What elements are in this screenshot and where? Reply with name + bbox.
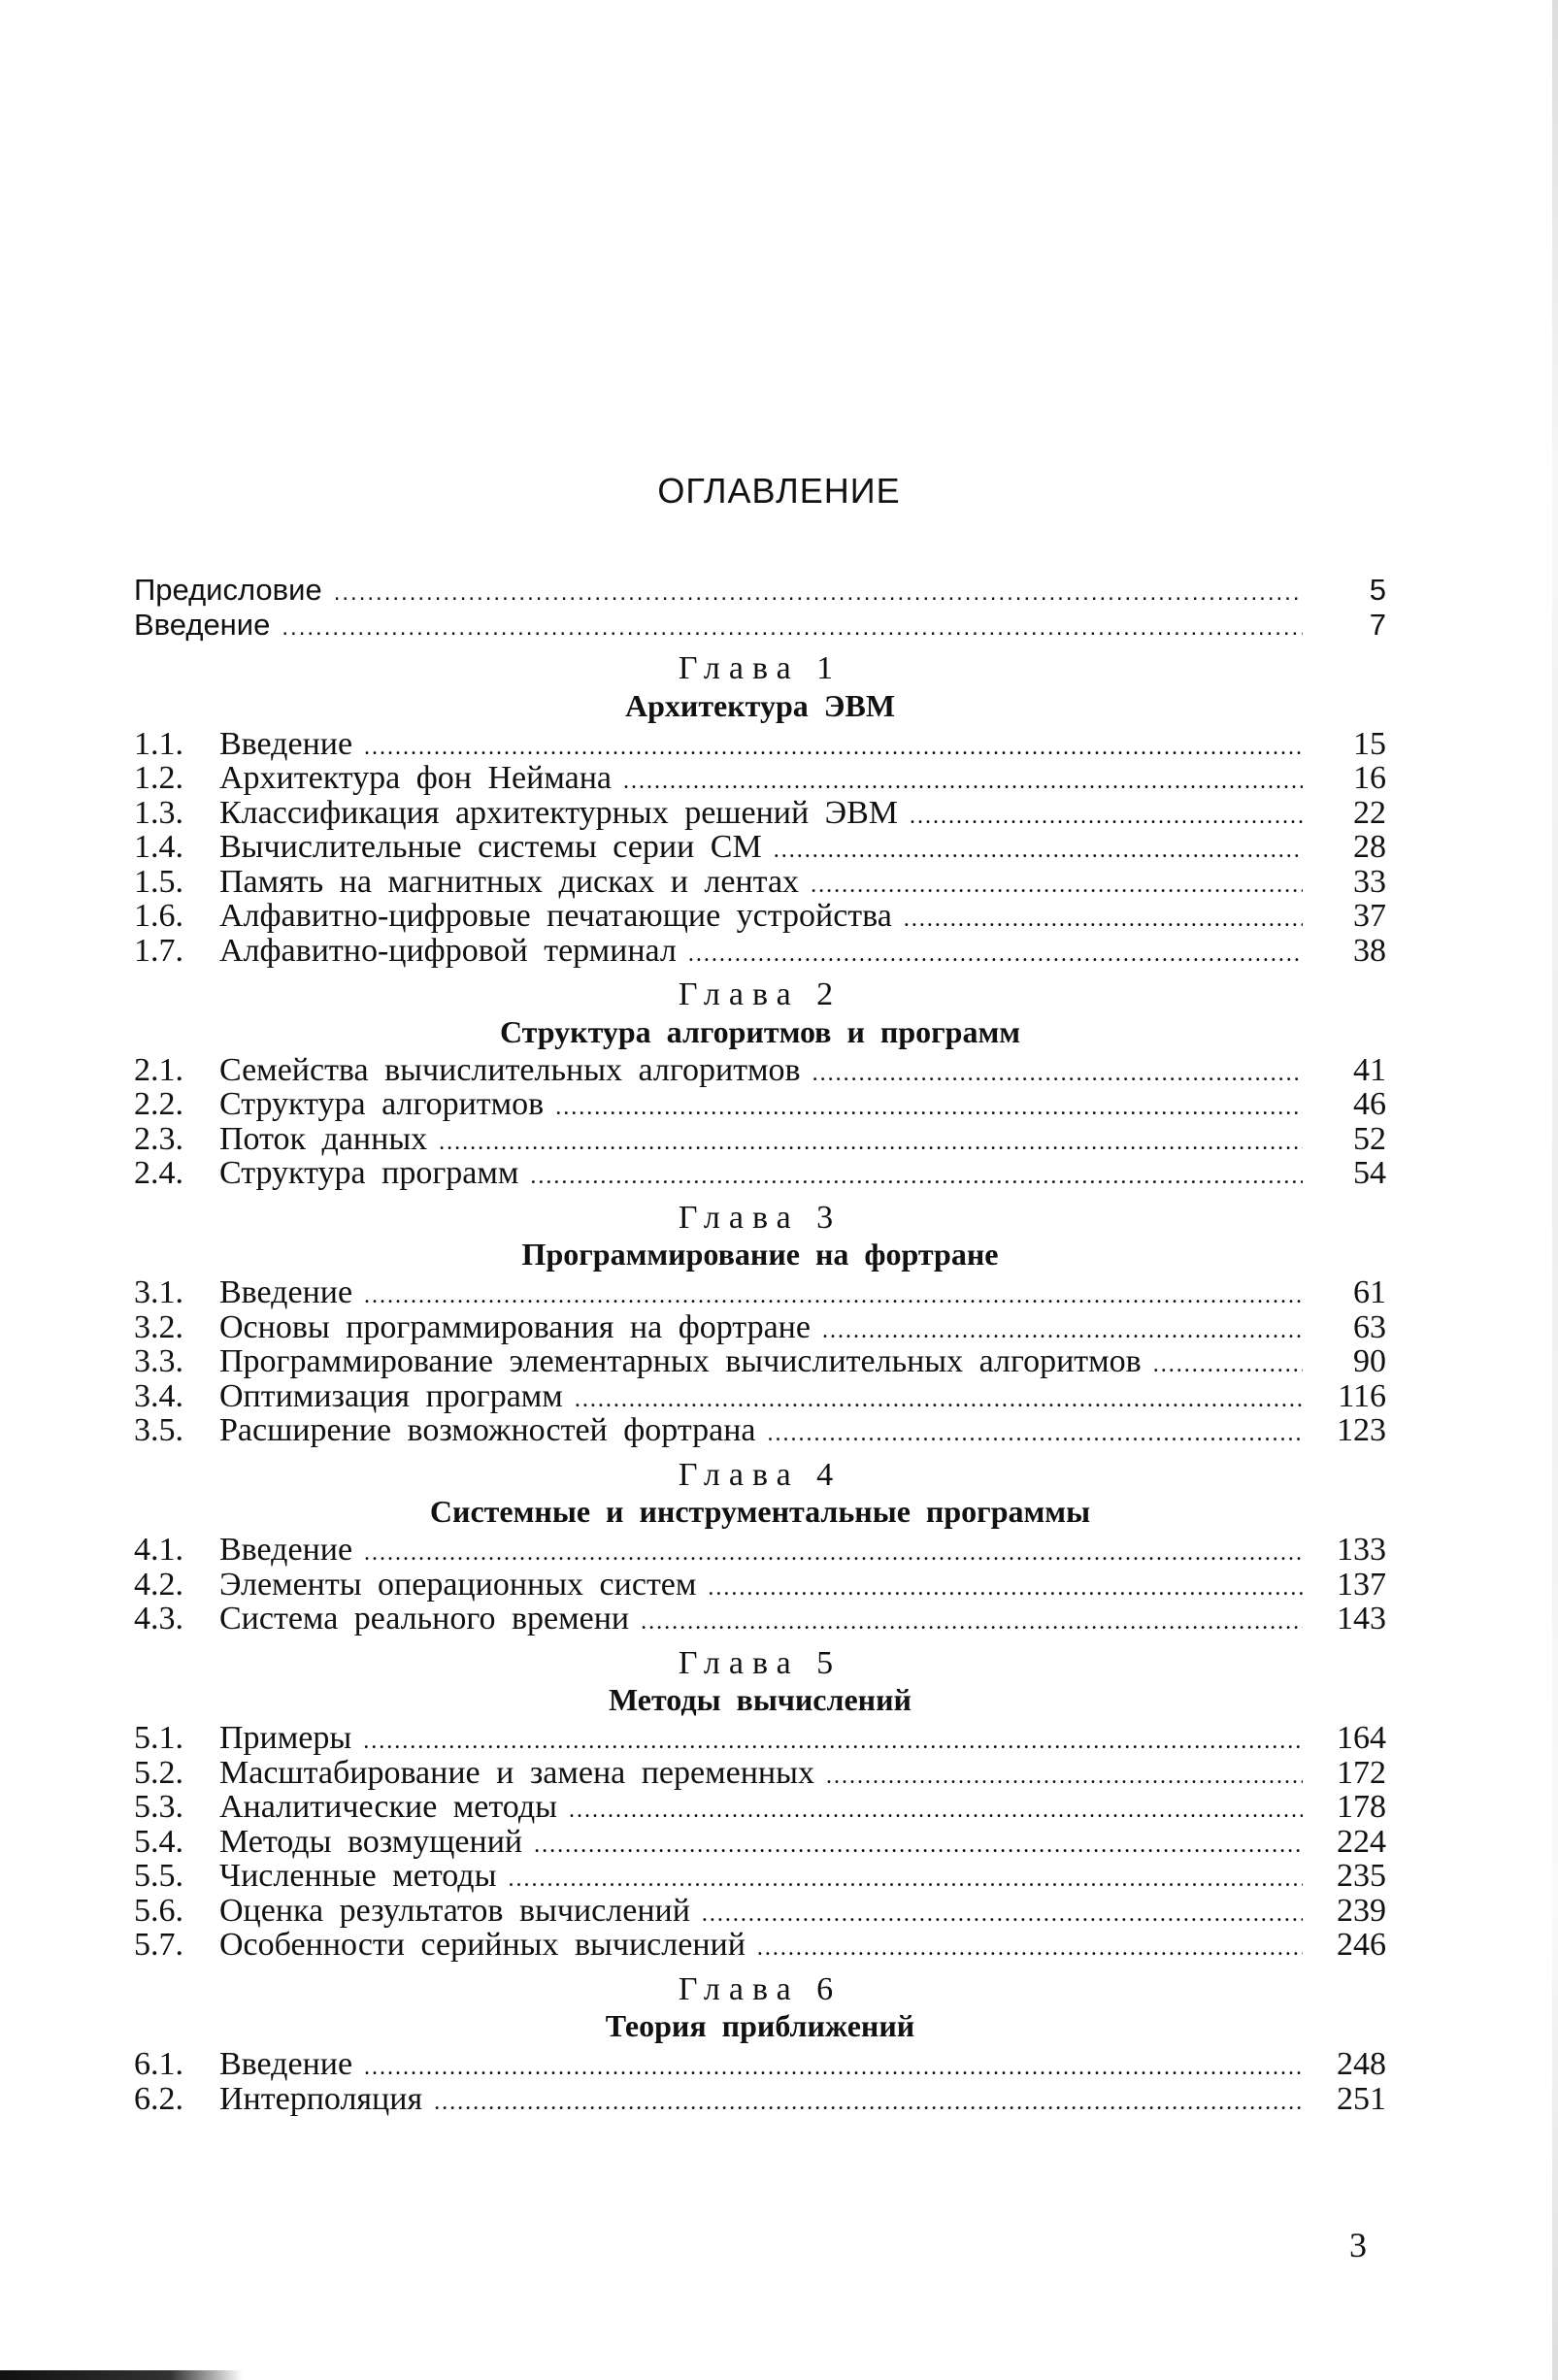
toc-entry-page: 251 bbox=[1337, 2080, 1386, 2117]
toc-entry-number: 4.2. bbox=[134, 1566, 183, 1603]
toc-entry-page: 235 bbox=[1337, 1858, 1386, 1894]
toc-entry-number: 2.3. bbox=[134, 1120, 183, 1157]
toc-entry-label: Структура алгоритмов bbox=[219, 1086, 545, 1122]
toc-entry-page: 90 bbox=[1353, 1343, 1386, 1379]
toc-entry-page: 116 bbox=[1338, 1377, 1386, 1414]
toc-entry bbox=[134, 1533, 1386, 1568]
toc-entry-number: 3.4. bbox=[134, 1377, 183, 1414]
dot-leader bbox=[534, 1829, 1303, 1864]
toc-entry bbox=[134, 865, 1386, 900]
toc-entry bbox=[134, 2082, 1386, 2117]
toc-entry-page: 38 bbox=[1353, 932, 1386, 969]
toc-entry-label: Введение bbox=[219, 725, 353, 762]
page-title: ОГЛАВЛЕНИЕ bbox=[657, 471, 901, 511]
chapter-title: Методы вычислений bbox=[609, 1682, 912, 1717]
toc-entry-page: 137 bbox=[1337, 1566, 1386, 1603]
dot-leader bbox=[569, 1794, 1303, 1829]
toc-entry bbox=[134, 1756, 1386, 1791]
toc-entry bbox=[134, 1122, 1386, 1157]
table-of-contents bbox=[134, 573, 1386, 2116]
toc-entry-label: Классификация архитектурных решений ЭВМ bbox=[219, 794, 899, 831]
toc-entry-label: Интерполяция bbox=[219, 2080, 423, 2117]
dot-leader bbox=[1153, 1348, 1303, 1383]
toc-entry-number: 4.1. bbox=[134, 1532, 183, 1568]
chapter-title: Теория приближений bbox=[605, 2008, 915, 2043]
toc-entry-number: 1.4. bbox=[134, 829, 183, 865]
dot-leader bbox=[910, 800, 1303, 835]
toc-entry-page: 54 bbox=[1353, 1155, 1386, 1191]
toc-entry-label: Память на магнитных дисках и лентах bbox=[219, 863, 800, 900]
toc-entry bbox=[134, 2047, 1386, 2082]
toc-entry bbox=[134, 1568, 1386, 1603]
toc-entry-label: Алфавитно-цифровой терминал bbox=[219, 932, 677, 969]
toc-entry-label: Аналитические методы bbox=[219, 1789, 557, 1825]
toc-entry-label: Предисловие bbox=[134, 573, 322, 607]
chapter-5 bbox=[134, 1646, 1386, 1963]
toc-entry-number: 5.7. bbox=[134, 1927, 183, 1963]
chapter-heading: Глава 4 bbox=[678, 1456, 843, 1493]
toc-entry-label: Основы программирования на фортране bbox=[219, 1308, 811, 1345]
toc-entry-page: 172 bbox=[1337, 1754, 1386, 1791]
toc-entry-label: Введение bbox=[219, 1274, 353, 1310]
toc-entry-label: Элементы операционных систем bbox=[219, 1566, 697, 1603]
chapter-title: Программирование на фортране bbox=[521, 1237, 999, 1272]
chapter-heading: Глава 6 bbox=[678, 1970, 843, 2007]
toc-entry-page: 224 bbox=[1337, 1823, 1386, 1860]
toc-entry-number: 3.2. bbox=[134, 1308, 183, 1345]
toc-entry-page: 7 bbox=[1369, 607, 1386, 642]
toc-entry bbox=[134, 1928, 1386, 1963]
toc-entry bbox=[134, 1602, 1386, 1636]
toc-entry-number: 1.3. bbox=[134, 794, 183, 831]
toc-entry-number: 3.3. bbox=[134, 1343, 183, 1379]
toc-entry bbox=[134, 1379, 1386, 1414]
toc-entry-label: Примеры bbox=[219, 1720, 352, 1756]
toc-entry-number: 6.1. bbox=[134, 2046, 183, 2082]
chapter-heading: Глава 3 bbox=[678, 1199, 843, 1236]
toc-entry-number: 1.2. bbox=[134, 760, 183, 796]
toc-entry-label: Введение bbox=[219, 1532, 353, 1568]
toc-entry-page: 133 bbox=[1337, 1532, 1386, 1568]
toc-entry-label: Архитектура фон Неймана bbox=[219, 760, 612, 796]
chapter-4 bbox=[134, 1458, 1386, 1636]
toc-entry-number: 5.5. bbox=[134, 1858, 183, 1894]
chapter-title: Системные и инструментальные программы bbox=[429, 1494, 1091, 1529]
toc-entry bbox=[134, 1344, 1386, 1379]
toc-entry-label: Особенности серийных вычислений bbox=[219, 1927, 746, 1963]
toc-entry-page: 46 bbox=[1353, 1086, 1386, 1122]
toc-entry-label: Введение bbox=[134, 607, 271, 642]
toc-entry bbox=[134, 1310, 1386, 1345]
dot-leader bbox=[904, 903, 1303, 938]
toc-entry bbox=[134, 899, 1386, 934]
toc-entry-page: 22 bbox=[1353, 794, 1386, 831]
toc-entry-label: Вычислительные системы серии СМ bbox=[219, 829, 762, 865]
toc-entry-page: 16 bbox=[1353, 760, 1386, 796]
dot-leader bbox=[708, 1571, 1303, 1606]
toc-entry-label: Расширение возможностей фортрана bbox=[219, 1412, 756, 1448]
dot-leader bbox=[774, 834, 1303, 869]
toc-entry-number: 3.1. bbox=[134, 1274, 183, 1310]
toc-entry-number: 1.6. bbox=[134, 898, 183, 934]
toc-entry-label: Оценка результатов вычислений bbox=[219, 1892, 690, 1929]
toc-entry-page: 63 bbox=[1353, 1308, 1386, 1345]
toc-entry bbox=[134, 1894, 1386, 1929]
toc-entry-page: 246 bbox=[1337, 1927, 1386, 1963]
dot-leader bbox=[826, 1760, 1303, 1795]
toc-entry-number: 5.2. bbox=[134, 1754, 183, 1791]
toc-entry-number: 6.2. bbox=[134, 2080, 183, 2117]
toc-entry bbox=[134, 1721, 1386, 1756]
dot-leader bbox=[434, 2086, 1303, 2121]
toc-entry-number: 3.5. bbox=[134, 1412, 183, 1448]
toc-entry-number: 5.4. bbox=[134, 1823, 183, 1860]
toc-entry bbox=[134, 830, 1386, 865]
dot-leader bbox=[530, 1160, 1303, 1195]
toc-entry-introduction bbox=[134, 608, 1386, 643]
toc-entry-page: 15 bbox=[1353, 725, 1386, 762]
toc-entry-page: 164 bbox=[1337, 1720, 1386, 1756]
toc-entry-page: 239 bbox=[1337, 1892, 1386, 1929]
dot-leader bbox=[282, 611, 1303, 645]
toc-entry-page: 143 bbox=[1337, 1601, 1386, 1636]
chapter-1 bbox=[134, 651, 1386, 968]
chapter-heading: Глава 1 bbox=[678, 650, 843, 686]
toc-entry-page: 41 bbox=[1353, 1051, 1386, 1088]
toc-entry-number: 4.3. bbox=[134, 1601, 183, 1636]
toc-entry-number: 5.1. bbox=[134, 1720, 183, 1756]
toc-entry-page: 248 bbox=[1337, 2046, 1386, 2082]
toc-entry-preface bbox=[134, 573, 1386, 608]
toc-entry bbox=[134, 1275, 1386, 1310]
toc-entry-page: 37 bbox=[1353, 898, 1386, 934]
toc-entry-page: 5 bbox=[1369, 573, 1386, 607]
toc-entry bbox=[134, 796, 1386, 831]
chapter-heading: Глава 5 bbox=[678, 1644, 843, 1681]
dot-leader bbox=[641, 1605, 1303, 1640]
toc-entry-number: 2.2. bbox=[134, 1086, 183, 1122]
toc-entry-page: 178 bbox=[1337, 1789, 1386, 1825]
toc-entry bbox=[134, 761, 1386, 796]
chapter-2 bbox=[134, 977, 1386, 1191]
toc-entry-number: 5.3. bbox=[134, 1789, 183, 1825]
toc-entry-page: 28 bbox=[1353, 829, 1386, 865]
toc-entry-label: Оптимизация программ bbox=[219, 1377, 563, 1414]
chapter-title: Архитектура ЭВМ bbox=[624, 687, 896, 723]
toc-entry-number: 1.7. bbox=[134, 932, 183, 969]
toc-entry-number: 2.1. bbox=[134, 1051, 183, 1088]
dot-leader bbox=[812, 1057, 1303, 1092]
toc-entry-label: Численные методы bbox=[219, 1858, 497, 1894]
toc-entry-label: Методы возмущений bbox=[219, 1823, 523, 1860]
toc-entry-page: 61 bbox=[1353, 1274, 1386, 1310]
toc-entry bbox=[134, 1790, 1386, 1825]
chapter-6 bbox=[134, 1972, 1386, 2117]
toc-entry-label: Введение bbox=[219, 2046, 353, 2082]
toc-entry-number: 1.1. bbox=[134, 725, 183, 762]
toc-entry-label: Семейства вычислительных алгоритмов bbox=[219, 1051, 801, 1088]
dot-leader bbox=[555, 1091, 1303, 1126]
dot-leader bbox=[364, 2051, 1303, 2086]
toc-entry-label: Структура программ bbox=[219, 1155, 519, 1191]
toc-entry bbox=[134, 1087, 1386, 1122]
toc-entry bbox=[134, 727, 1386, 762]
toc-entry-number: 2.4. bbox=[134, 1155, 183, 1191]
chapter-3 bbox=[134, 1201, 1386, 1448]
toc-entry bbox=[134, 1859, 1386, 1894]
page-number: 3 bbox=[1349, 2226, 1367, 2264]
toc-entry bbox=[134, 934, 1386, 969]
dot-leader bbox=[439, 1126, 1303, 1161]
toc-entry-number: 1.5. bbox=[134, 863, 183, 900]
toc-entry-label: Поток данных bbox=[219, 1120, 428, 1157]
scan-edge-shadow bbox=[1552, 0, 1558, 2380]
toc-entry bbox=[134, 1053, 1386, 1088]
toc-entry-number: 5.6. bbox=[134, 1892, 183, 1929]
toc-entry-label: Программирование элементарных вычислительных алгоритмов bbox=[219, 1343, 1142, 1379]
toc-entry-label: Система реального времени bbox=[219, 1601, 630, 1636]
dot-leader bbox=[702, 1898, 1303, 1933]
dot-leader bbox=[767, 1417, 1303, 1452]
toc-entry-label: Алфавитно-цифровые печатающие устройства bbox=[219, 898, 892, 934]
dot-leader bbox=[688, 938, 1303, 973]
toc-entry-page: 123 bbox=[1337, 1412, 1386, 1448]
toc-entry-page: 33 bbox=[1353, 863, 1386, 900]
toc-entry bbox=[134, 1156, 1386, 1191]
chapter-heading: Глава 2 bbox=[678, 976, 843, 1012]
toc-entry bbox=[134, 1825, 1386, 1860]
scan-bottom-mark bbox=[0, 2370, 243, 2380]
toc-entry-label: Масштабирование и замена переменных bbox=[219, 1754, 814, 1791]
chapter-title: Структура алгоритмов и программ bbox=[499, 1013, 1021, 1049]
dot-leader bbox=[757, 1932, 1303, 1967]
toc-entry-page: 52 bbox=[1353, 1120, 1386, 1157]
toc-entry bbox=[134, 1413, 1386, 1448]
dot-leader bbox=[334, 576, 1303, 611]
